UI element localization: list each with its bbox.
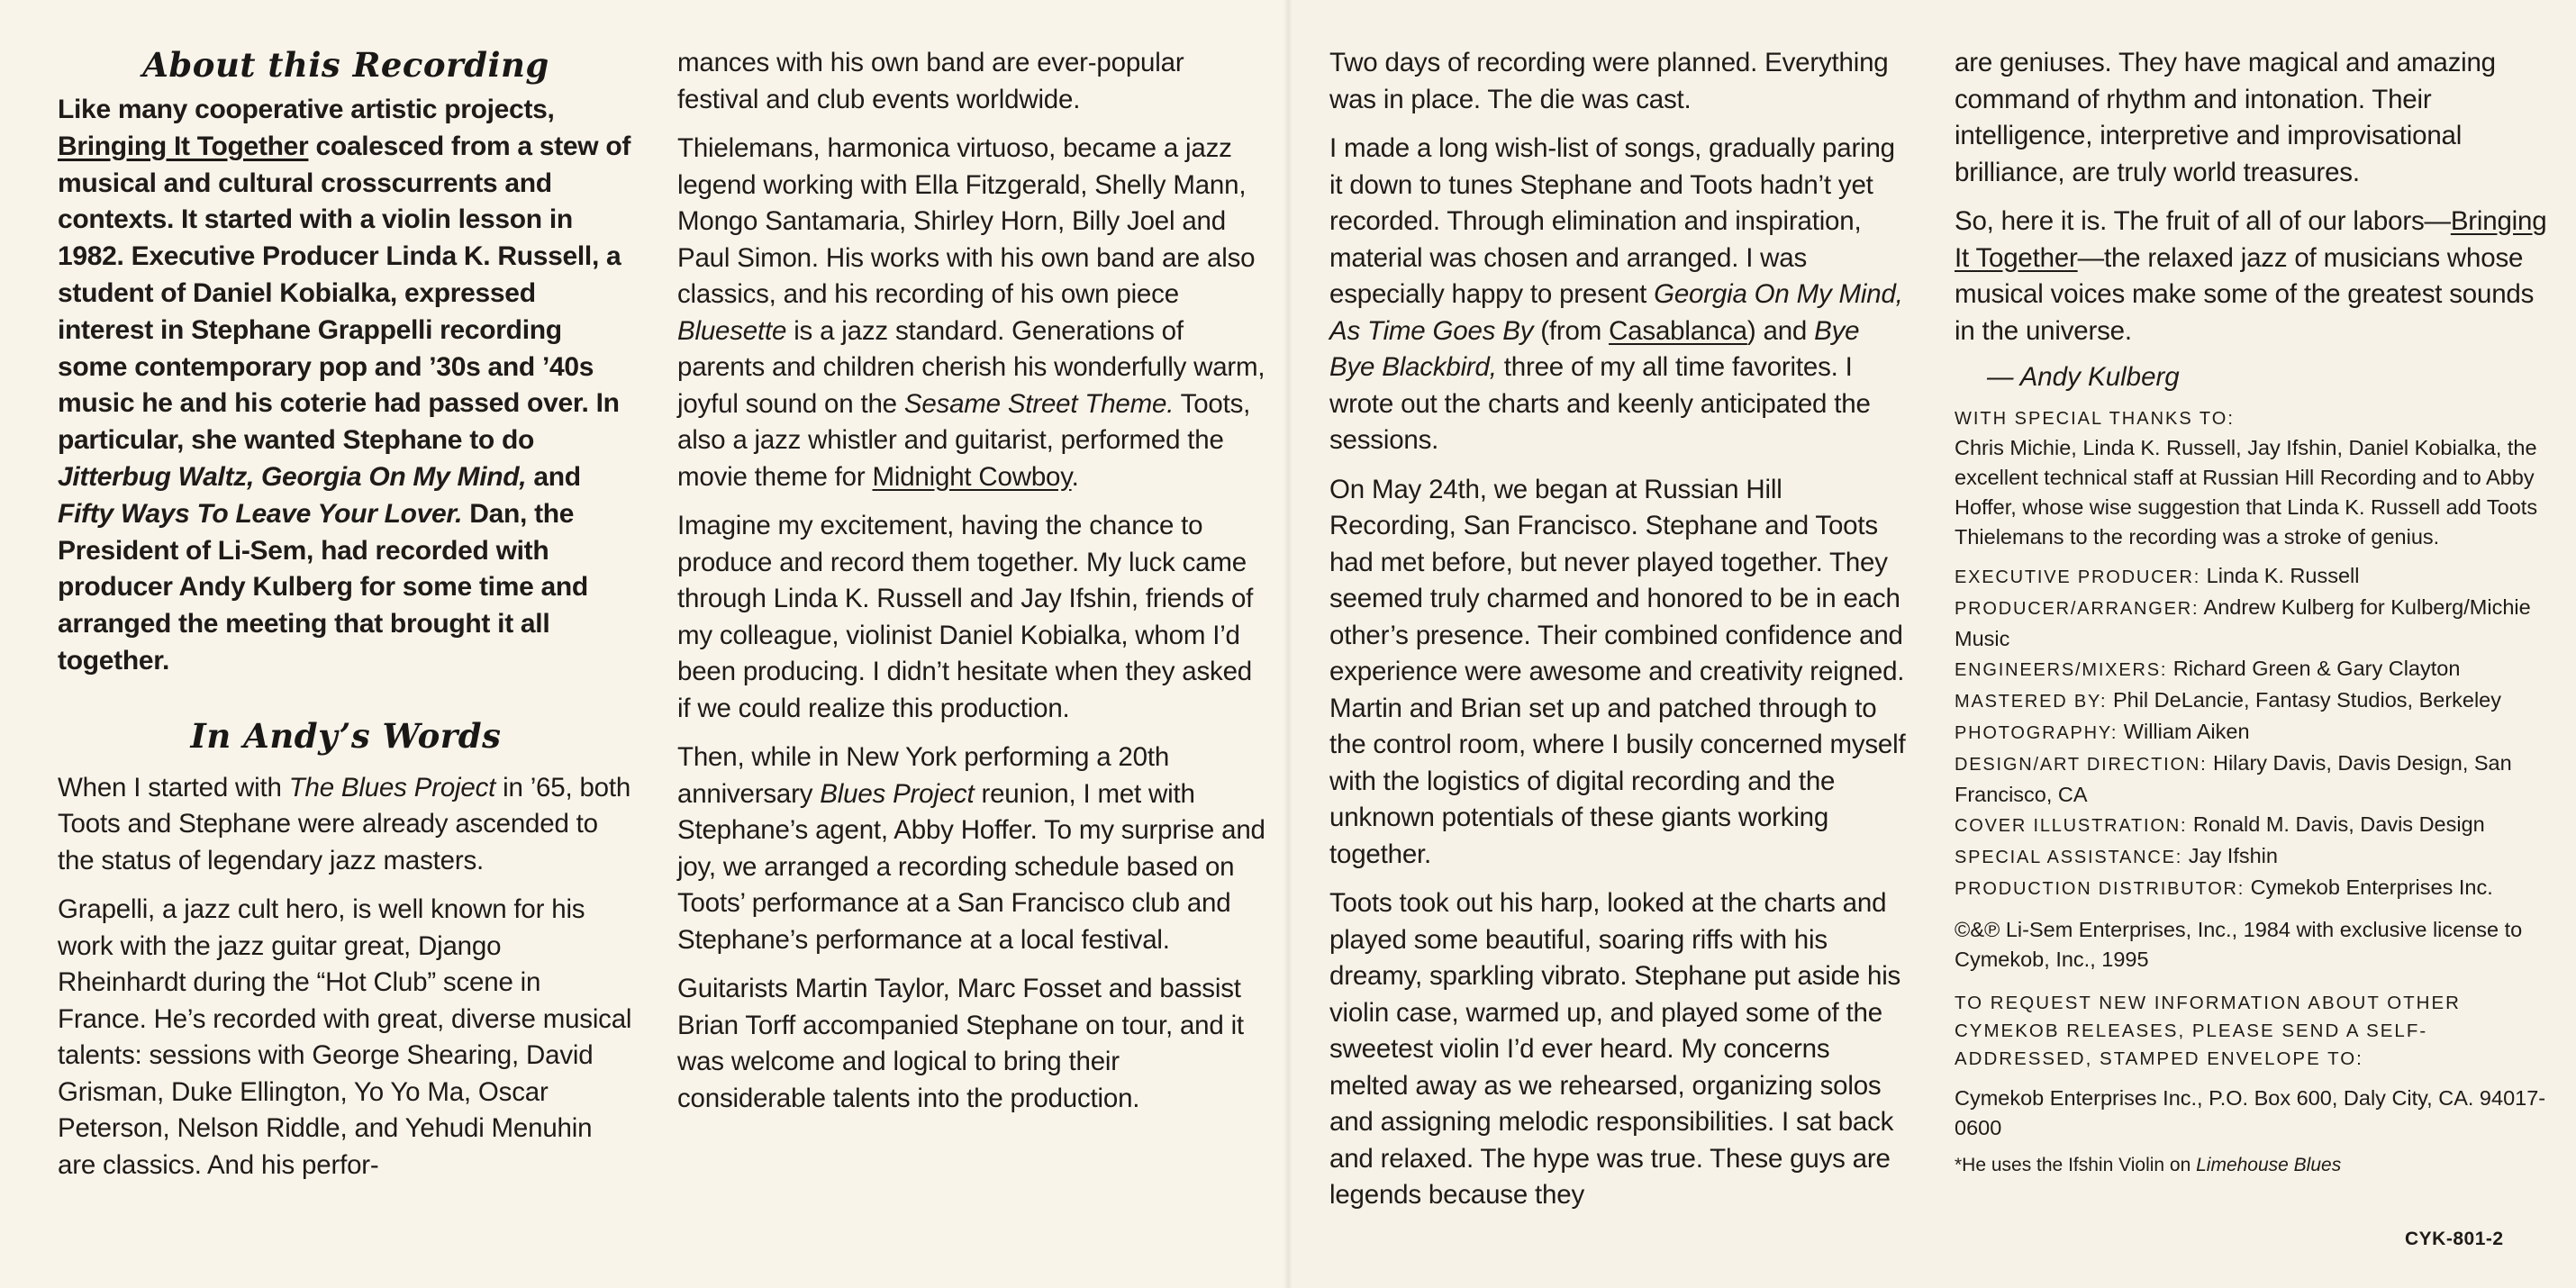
text: I made a long wish-list of songs, gradually paring it down to tunes Stephane and Toots hadn’t yet recorded. Through elimination and inspiration, material was chosen and arranged. I was especially happy to present: [1329, 133, 1895, 309]
credit-line: [1955, 841, 2549, 873]
intro-paragraph: [58, 92, 634, 680]
heading-andys-words: In Andy’s Words: [190, 715, 502, 756]
paragraph: [1955, 204, 2549, 349]
credit-label: EXECUTIVE PRODUCER:: [1955, 567, 2201, 587]
credit-label: ENGINEERS/MIXERS:: [1955, 660, 2168, 680]
footnote: [1955, 1152, 2549, 1179]
page-fold: [1283, 0, 1293, 1288]
credit-label: COVER ILLUSTRATION:: [1955, 816, 2188, 836]
column-4: [1955, 45, 2549, 1179]
credit-line: [1955, 873, 2549, 904]
credits-list: [1955, 561, 2549, 904]
text: is a jazz standard. Generations of parents and children cherish his wonderfully warm, joyful sound on the: [677, 315, 1265, 419]
text: *He uses the Ifshin Violin on: [1955, 1155, 2197, 1175]
paragraph: On May 24th, we began at Russian Hill Recording, San Francisco. Stephane and Toots had met before, but never played together. They seemed truly charmed and honored to be in each other’s presence. Their combined confidence and experience were awesome and creativity reigned. Martin and Brian set up and patched through to the control room, where I busily concerned myself with the logistics of digital recording and the unknown potentials of these giants working together.: [1329, 474, 1906, 869]
text: Toots, also a jazz whistler and guitarist, performed the movie theme for: [677, 388, 1251, 492]
paragraph: Imagine my excitement, having the chance to produce and record them together. My luck came through Linda K. Russell and Jay Ifshin, friends of my colleague, violinist Daniel Kobialka, whom I’d been producing. I didn’t hesitate when they asked if we could realize this production.: [677, 511, 1254, 723]
text: in ’65, both Toots and Stephane were already ascended to the status of legendary jazz masters.: [58, 772, 631, 875]
column-2: [677, 45, 1272, 1129]
text: three of my all time favorites. I wrote out the charts and keenly anticipated the sessions.: [1329, 352, 1871, 455]
paragraph: [677, 739, 1272, 958]
column-3: [1329, 45, 1906, 1227]
text: Thielemans, harmonica virtuoso, became a jazz legend working with Ella Fitzgerald, Shelly Mann, Mongo Santamaria, Shirley Horn, Billy Joel and Paul Simon. His works with his own band are also classics, and his recording of his own piece: [677, 133, 1256, 309]
text: So, here it is. The fruit of all of our labors—: [1955, 206, 2451, 236]
mailing-address: Cymekob Enterprises Inc., P.O. Box 600, Daly City, CA. 94017-0600: [1955, 1086, 2546, 1139]
text: coalesced from a stew of musical and cultural crosscurrents and contexts. It started with a violin lesson in 1982. Executive Producer Linda K. Russell, a student of Daniel Kobialka, expressed interest in Stephane Grappelli recording some contemporary pop and ’30s and ’40s music he and his coterie had passed over. In particular, she wanted Stephane to do: [58, 131, 631, 456]
band-name: Blues Project: [820, 778, 975, 809]
album-title: Bringing It Together: [1955, 206, 2547, 273]
paragraph: [677, 131, 1272, 495]
film-title: Casablanca: [1609, 315, 1747, 346]
heading-about-recording: About this Recording: [142, 45, 549, 85]
song-title: Bluesette: [677, 315, 787, 346]
album-title: Limehouse Blues: [2196, 1155, 2342, 1175]
text: Then, while in New York performing a 20th anniversary: [677, 742, 1170, 809]
column-1: [58, 45, 634, 1196]
text: and: [526, 461, 581, 492]
credit-value: Phil DeLancie, Fantasy Studios, Berkeley: [2107, 688, 2502, 712]
credit-line: [1955, 810, 2549, 841]
movie-title: Midnight Cowboy: [872, 461, 1072, 492]
text: (from: [1533, 315, 1610, 346]
credit-line: [1955, 593, 2549, 654]
credit-value: William Aiken: [2118, 720, 2250, 743]
text: Dan, the President of Li-Sem, had recorded with producer Andy Kulberg for some time and arranged the meeting that brought it all together.: [58, 498, 588, 676]
credit-label: DESIGN/ART DIRECTION:: [1955, 755, 2208, 775]
credit-line: [1955, 654, 2549, 685]
text: Like many cooperative artistic projects,: [58, 95, 555, 124]
text: .: [1071, 461, 1079, 492]
text: reunion, I met with Stephane’s agent, Abby Hoffer. To my surprise and joy, we arranged a recording schedule based on Toots’ performance at a San Francisco club and Stephane’s performance at a local festival.: [677, 778, 1265, 955]
paragraph: Guitarists Martin Taylor, Marc Fosset and bassist Brian Torff accompanied Stephane on tour, and it was welcome and logical to bring their considerable talents into the production.: [677, 974, 1244, 1113]
credit-value: Hilary Davis, Davis Design, San Francisco, CA: [1955, 751, 2512, 806]
text: ) and: [1746, 315, 1815, 346]
credit-value: Cymekob Enterprises Inc.: [2245, 875, 2493, 899]
credit-line: [1955, 748, 2549, 810]
text: —the relaxed jazz of musicians whose musical voices make some of the greatest sounds in the universe.: [1955, 242, 2535, 346]
credit-label: MASTERED BY:: [1955, 692, 2108, 712]
thanks-heading: WITH SPECIAL THANKS TO:: [1955, 409, 2235, 429]
song-titles: Georgia On My Mind, As Time Goes By: [1329, 279, 1903, 346]
credit-value: Richard Green & Gary Clayton: [2167, 657, 2461, 680]
paragraph: Two days of recording were planned. Everything was in place. The die was cast.: [1329, 48, 1889, 114]
credit-value: Linda K. Russell: [2200, 564, 2360, 587]
paragraph: Toots took out his harp, looked at the charts and played some beautiful, soaring riffs with his dreamy, sparkling vibrato. Stephane put aside his violin case, warmed up, and played some of the sweetest violin I’d ever heard. My concerns melted away as we rehearsed, organizing solos and assigning melodic responsibilities. I sat back and relaxed. The hype was true. These guys are legends because they: [1329, 888, 1901, 1210]
song-title: Sesame Street Theme.: [903, 388, 1175, 419]
copyright: ©&℗ Li-Sem Enterprises, Inc., 1984 with exclusive license to Cymekob, Inc., 1995: [1955, 918, 2523, 971]
paragraph: are geniuses. They have magical and amazing command of rhythm and intonation. Their intelligence, interpretive and improvisational brilliance, are truly world treasures.: [1955, 48, 2496, 187]
paragraph: [1329, 131, 1906, 459]
paragraph: [58, 770, 634, 880]
thanks-body: Chris Michie, Linda K. Russell, Jay Ifshin, Daniel Kobialka, the excellent technical staff at Russian Hill Recording and to Abby Hoffer, whose wise suggestion that Linda K. Russell add Toots Thielemans to the recording was a stroke of genius.: [1955, 436, 2538, 549]
credit-value: Jay Ifshin: [2182, 844, 2278, 867]
credit-label: PRODUCER/ARRANGER:: [1955, 599, 2200, 619]
paragraph: Grapelli, a jazz cult hero, is well known for his work with the jazz guitar great, Django Rheinhardt during the “Hot Club” scene in France. He’s recorded with great, diverse musical talents: sessions with George Shearing, David Grisman, Duke Ellington, Yo Yo Ma, Oscar Peterson, Nelson Riddle, and Yehudi Menuhin are classics. And his perfor-: [58, 894, 632, 1180]
song-title: Fifty Ways To Leave Your Lover.: [58, 498, 463, 529]
credit-line: [1955, 717, 2549, 748]
text: When I started with: [58, 772, 289, 803]
catalog-number: CYK-801-2: [2405, 1229, 2504, 1249]
song-title: Bye Bye Blackbird,: [1329, 315, 1860, 382]
credit-value: Andrew Kulberg for Kulberg/Michie Music: [1955, 595, 2531, 650]
song-titles: Jitterbug Waltz, Georgia On My Mind,: [58, 461, 527, 492]
credit-label: SPECIAL ASSISTANCE:: [1955, 848, 2183, 867]
signature: — Andy Kulberg: [1987, 362, 2180, 392]
credit-line: [1955, 561, 2549, 593]
credit-value: Ronald M. Davis, Davis Design: [2187, 812, 2485, 836]
band-name: The Blues Project: [288, 772, 496, 803]
album-title: Bringing It Together: [58, 131, 309, 161]
credit-line: [1955, 685, 2549, 717]
credit-label: PHOTOGRAPHY:: [1955, 723, 2118, 743]
paragraph: mances with his own band are ever-popular festival and club events worldwide.: [677, 48, 1184, 114]
credit-label: PRODUCTION DISTRIBUTOR:: [1955, 879, 2245, 899]
request-notice: TO REQUEST NEW INFORMATION ABOUT OTHER CYMEKOB RELEASES, PLEASE SEND A SELF- ADDRESSED, STAMPED ENVELOPE TO:: [1955, 993, 2461, 1069]
